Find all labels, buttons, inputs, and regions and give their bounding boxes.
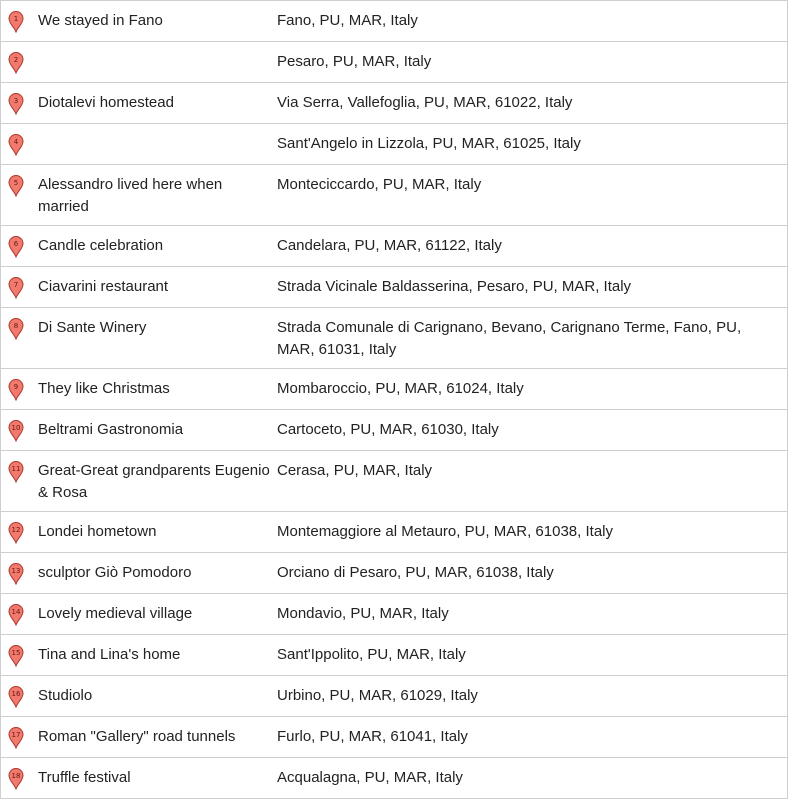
table-row[interactable] — [1, 369, 788, 410]
place-name: Diotalevi homestead — [38, 94, 174, 111]
marker-cell — [1, 124, 32, 165]
marker-number: 12 — [11, 526, 21, 534]
place-address: Furlo, PU, MAR, 61041, Italy — [277, 728, 468, 745]
marker-cell — [1, 369, 32, 410]
marker-cell — [1, 42, 32, 83]
map-pin-icon[interactable] — [8, 277, 24, 299]
table-row[interactable] — [1, 124, 788, 165]
table-row[interactable] — [1, 676, 788, 717]
marker-number: 8 — [13, 322, 19, 330]
map-pin-icon[interactable] — [8, 93, 24, 115]
table-row[interactable] — [1, 635, 788, 676]
map-pin-icon[interactable] — [8, 686, 24, 708]
place-address: Sant'Angelo in Lizzola, PU, MAR, 61025, Italy — [277, 135, 581, 152]
place-name: Beltrami Gastronomia — [38, 421, 184, 438]
marker-number: 2 — [13, 56, 19, 64]
map-pin-icon[interactable] — [8, 420, 24, 442]
marker-cell — [1, 717, 32, 758]
place-address: Mombaroccio, PU, MAR, 61024, Italy — [277, 380, 524, 397]
place-address: Strada Comunale di Carignano, Bevano, Carignano Terme, Fano, PU, MAR, 61031, Italy — [277, 319, 742, 358]
marker-number: 6 — [13, 240, 19, 248]
place-name: sculptor Giò Pomodoro — [38, 564, 192, 581]
place-name: Truffle festival — [38, 769, 131, 786]
table-row[interactable] — [1, 83, 788, 124]
map-pin-icon[interactable] — [8, 563, 24, 585]
map-pin-icon[interactable] — [8, 379, 24, 401]
place-name: Londei hometown — [38, 523, 157, 540]
place-address: Pesaro, PU, MAR, Italy — [277, 53, 432, 70]
place-address: Montemaggiore al Metauro, PU, MAR, 61038, Italy — [277, 523, 613, 540]
marker-number: 11 — [11, 465, 21, 473]
map-pin-icon[interactable] — [8, 727, 24, 749]
table-row[interactable] — [1, 758, 788, 799]
map-pin-icon[interactable] — [8, 318, 24, 340]
marker-cell — [1, 451, 32, 512]
marker-cell — [1, 267, 32, 308]
map-pin-icon[interactable] — [8, 11, 24, 33]
table-row[interactable] — [1, 1, 788, 42]
map-pin-icon[interactable] — [8, 522, 24, 544]
marker-cell — [1, 308, 32, 369]
place-name: Candle celebration — [38, 237, 164, 254]
table-row[interactable] — [1, 512, 788, 553]
marker-cell — [1, 676, 32, 717]
marker-number: 7 — [13, 281, 19, 289]
marker-number: 4 — [13, 138, 19, 146]
place-name: Studiolo — [38, 687, 93, 704]
marker-cell — [1, 512, 32, 553]
map-pin-icon[interactable] — [8, 175, 24, 197]
marker-cell — [1, 1, 32, 42]
marker-number: 10 — [11, 424, 21, 432]
marker-number: 16 — [11, 690, 21, 698]
marker-number: 14 — [11, 608, 21, 616]
marker-cell — [1, 83, 32, 124]
map-pin-icon[interactable] — [8, 134, 24, 156]
marker-cell — [1, 553, 32, 594]
place-name: Ciavarini restaurant — [38, 278, 169, 295]
place-name: They like Christmas — [38, 380, 170, 397]
place-address: Monteciccardo, PU, MAR, Italy — [277, 176, 482, 193]
marker-number: 13 — [11, 567, 21, 575]
map-pin-icon[interactable] — [8, 236, 24, 258]
map-pin-icon[interactable] — [8, 52, 24, 74]
table-row[interactable] — [1, 308, 788, 369]
place-name — [31, 42, 277, 83]
place-name: Tina and Lina's home — [38, 646, 181, 663]
place-name: Great-Great grandparents Eugenio & Rosa — [38, 462, 270, 501]
marker-cell — [1, 594, 32, 635]
place-address: Cartoceto, PU, MAR, 61030, Italy — [277, 421, 499, 438]
place-address: Mondavio, PU, MAR, Italy — [277, 605, 449, 622]
place-address: Acqualagna, PU, MAR, Italy — [277, 769, 463, 786]
marker-number: 9 — [13, 383, 19, 391]
table-row[interactable] — [1, 451, 788, 512]
marker-number: 1 — [13, 15, 19, 23]
table-row[interactable] — [1, 553, 788, 594]
marker-number: 17 — [11, 731, 21, 739]
marker-cell — [1, 635, 32, 676]
table-row[interactable] — [1, 267, 788, 308]
place-name: Lovely medieval village — [38, 605, 193, 622]
table-row[interactable] — [1, 717, 788, 758]
place-address: Strada Vicinale Baldasserina, Pesaro, PU, MAR, Italy — [277, 278, 632, 295]
marker-cell — [1, 226, 32, 267]
marker-cell — [1, 410, 32, 451]
place-name — [31, 124, 277, 165]
marker-number: 15 — [11, 649, 21, 657]
marker-cell — [1, 165, 32, 226]
place-address: Urbino, PU, MAR, 61029, Italy — [277, 687, 478, 704]
place-address: Cerasa, PU, MAR, Italy — [277, 462, 433, 479]
marker-number: 18 — [11, 772, 21, 780]
marker-number: 5 — [13, 179, 19, 187]
place-name: Roman "Gallery" road tunnels — [38, 728, 236, 745]
map-pin-icon[interactable] — [8, 461, 24, 483]
place-name: We stayed in Fano — [38, 12, 163, 29]
map-pin-icon[interactable] — [8, 768, 24, 790]
marker-cell — [1, 758, 32, 799]
place-address: Orciano di Pesaro, PU, MAR, 61038, Italy — [277, 564, 554, 581]
place-address: Sant'Ippolito, PU, MAR, Italy — [277, 646, 466, 663]
table-row[interactable] — [1, 226, 788, 267]
place-name: Alessandro lived here when married — [38, 176, 223, 215]
map-pin-icon[interactable] — [8, 645, 24, 667]
marker-number: 3 — [13, 97, 19, 105]
place-address: Candelara, PU, MAR, 61122, Italy — [277, 237, 502, 254]
table-row[interactable] — [1, 410, 788, 451]
place-address: Fano, PU, MAR, Italy — [277, 12, 418, 29]
map-pin-icon[interactable] — [8, 604, 24, 626]
table-row[interactable] — [1, 165, 788, 226]
places-table-body — [1, 1, 788, 799]
place-name: Di Sante Winery — [38, 319, 147, 336]
table-row[interactable] — [1, 594, 788, 635]
table-row[interactable] — [1, 42, 788, 83]
place-address: Via Serra, Vallefoglia, PU, MAR, 61022, Italy — [277, 94, 573, 111]
